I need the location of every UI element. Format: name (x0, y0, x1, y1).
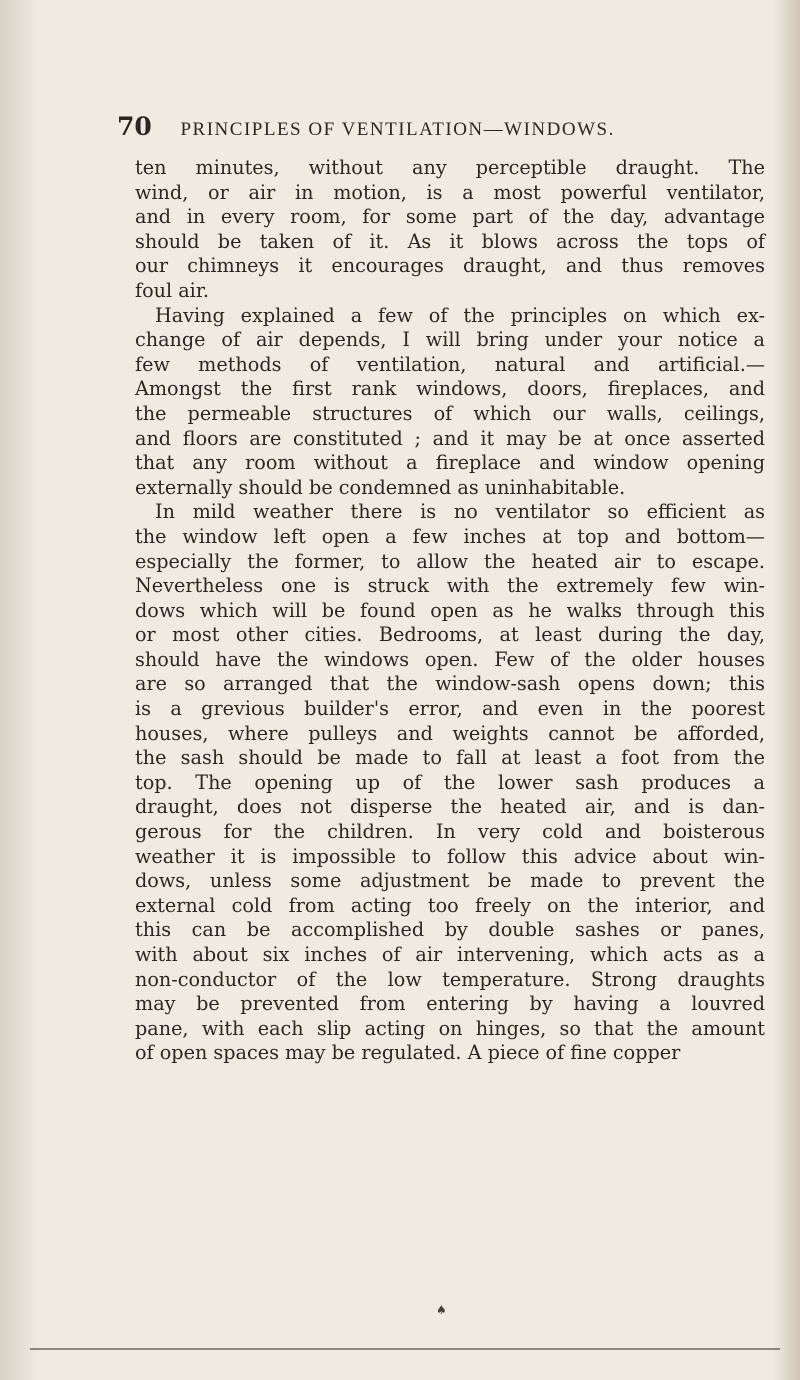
text-line: houses, where pulleys and weights cannot be afforded, (135, 721, 765, 745)
text-line: Having explained a few of the principles on which ex- (155, 303, 765, 327)
page-number: 70 (117, 112, 152, 141)
text-line: the window left open a few inches at top and bottom— (135, 524, 765, 548)
text-line: the sash should be made to fall at least a foot from the (135, 746, 765, 770)
text-line: change of air depends, I will bring under your notice a (135, 328, 765, 352)
text-line: pane, with each slip acting on hinges, so that the amount (135, 1016, 765, 1040)
stray-print-mark: ♠ (436, 1303, 447, 1317)
text-line: wind, or air in motion, is a most powerful ventilator, (135, 180, 765, 204)
body-text (135, 156, 765, 1066)
text-line: few methods of ventilation, natural and artificial.— (135, 352, 765, 376)
page-edge-shadow-left (0, 0, 40, 1380)
text-line: gerous for the children. In very cold and boisterous (135, 820, 765, 844)
text-line: weather it is impossible to follow this advice about win- (135, 844, 765, 868)
text-line: Amongst the first rank windows, doors, fireplaces, and (135, 377, 765, 401)
page-edge-shadow-right (772, 0, 800, 1380)
text-line: top. The opening up of the lower sash produces a (135, 770, 765, 794)
text-line: ten minutes, without any perceptible draught. The (135, 156, 765, 179)
text-line: external cold from acting too freely on the interior, and (135, 893, 765, 917)
text-line: or most other cities. Bedrooms, at least during the day, (135, 623, 765, 647)
text-line: externally should be condemned as uninhabitable. (135, 475, 626, 499)
text-line: are so arranged that the window-sash opens down; this (135, 672, 765, 696)
text-line: foul air. (135, 278, 209, 302)
text-line: and in every room, for some part of the day, advantage (135, 205, 765, 229)
paragraph (135, 500, 765, 1066)
text-line: especially the former, to allow the heated air to escape. (135, 549, 765, 573)
text-line: Nevertheless one is struck with the extremely few win- (135, 574, 765, 598)
running-head (117, 112, 717, 141)
text-line: non-conductor of the low temperature. Strong draughts (135, 967, 765, 991)
text-line: is a grevious builder's error, and even in the poorest (135, 697, 765, 721)
text-line: dows, unless some adjustment be made to prevent the (135, 869, 765, 893)
text-line: the permeable structures of which our walls, ceilings, (135, 401, 765, 425)
text-line: should be taken of it. As it blows across the tops of (135, 229, 765, 253)
text-line: and floors are constituted ; and it may be at once asserted (135, 426, 765, 450)
text-line: of open spaces may be regulated. A piece of fine copper (135, 1041, 681, 1065)
text-line: may be prevented from entering by having a louvred (135, 992, 765, 1016)
paragraph (135, 156, 765, 304)
text-line: our chimneys it encourages draught, and thus removes (135, 254, 765, 278)
paragraph (135, 304, 765, 501)
bottom-rule (30, 1348, 780, 1350)
text-line: draught, does not disperse the heated air, and is dan- (135, 795, 765, 819)
text-line: dows which will be found open as he walks through this (135, 598, 765, 622)
text-line: should have the windows open. Few of the older houses (135, 647, 765, 671)
text-line: In mild weather there is no ventilator so efficient as (155, 500, 765, 524)
text-line: this can be accomplished by double sashes or panes, (135, 918, 765, 942)
text-line: with about six inches of air intervening, which acts as a (135, 943, 765, 966)
text-line: that any room without a fireplace and window opening (135, 451, 765, 475)
running-title: PRINCIPLES OF VENTILATION—WINDOWS. (180, 119, 615, 140)
